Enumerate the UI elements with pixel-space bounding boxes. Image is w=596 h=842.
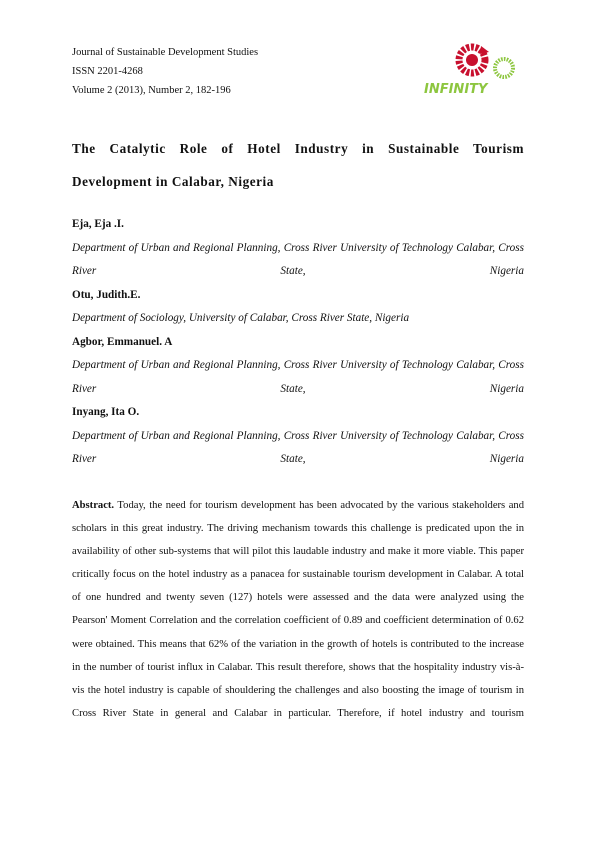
author-affiliation: Department of Urban and Regional Planning, Cross River University of Technology Calabar, Cross River State, Nigeria bbox=[72, 429, 524, 465]
abstract bbox=[72, 494, 524, 725]
author-name: Eja, Eja .I. bbox=[72, 218, 124, 230]
journal-issn: ISSN 2201-4268 bbox=[72, 66, 143, 77]
author-affiliation: Department of Urban and Regional Planning, Cross River University of Technology Calabar, Cross River State, Nigeria bbox=[72, 359, 524, 395]
author-affiliation: Department of Sociology, University of Calabar, Cross River State, Nigeria bbox=[72, 312, 410, 324]
journal-name: Journal of Sustainable Development Studies bbox=[72, 47, 259, 58]
abstract-label: Abstract. bbox=[72, 500, 115, 511]
abstract-text: Today, the need for tourism development has been advocated by the various stakeholders and scholars in this great industry. The driving mechanism towards this challenge is predicated upon the in availability of other sub-systems that will pilot this laudable industry and make it more viable. This paper critically focus on the hotel industry as a panacea for sustainable tourism development in Calabar. A total of one hundred and twenty seven (127) hotels were assessed and the data were analyzed using the Pearson' Moment Correlation and the correlation coefficient of 0.89 and coefficient determination of 0.62 were obtained. This means that 62% of the variation in the growth of hotels is contributed to the increase in the number of tourist influx in Calabar. This result therefore, shows that the hospitality industry vis-à-vis the hotel industry is capable of shouldering the challenges and also boosting the image of tourism in Cross River State in general and Calabar in particular. Therefore, if hotel industry and tourism bbox=[72, 500, 524, 719]
author-affiliation: Department of Urban and Regional Planning, Cross River University of Technology Calabar, Cross River State, Nigeria bbox=[72, 241, 524, 277]
author-name: Otu, Judith.E. bbox=[72, 288, 141, 301]
journal-volume: Volume 2 (2013), Number 2, 182-196 bbox=[72, 85, 231, 96]
author-name: Inyang, Ita O. bbox=[72, 406, 140, 418]
logo-text: INFINITY bbox=[424, 82, 488, 97]
infinity-logo bbox=[422, 38, 518, 98]
author-list bbox=[72, 213, 524, 472]
paper-title: The Catalytic Role of Hotel Industry in Sustainable Tourism Development in Calabar, Nigeria bbox=[72, 141, 524, 189]
journal-header bbox=[72, 43, 258, 100]
author-name: Agbor, Emmanuel. A bbox=[72, 335, 173, 348]
